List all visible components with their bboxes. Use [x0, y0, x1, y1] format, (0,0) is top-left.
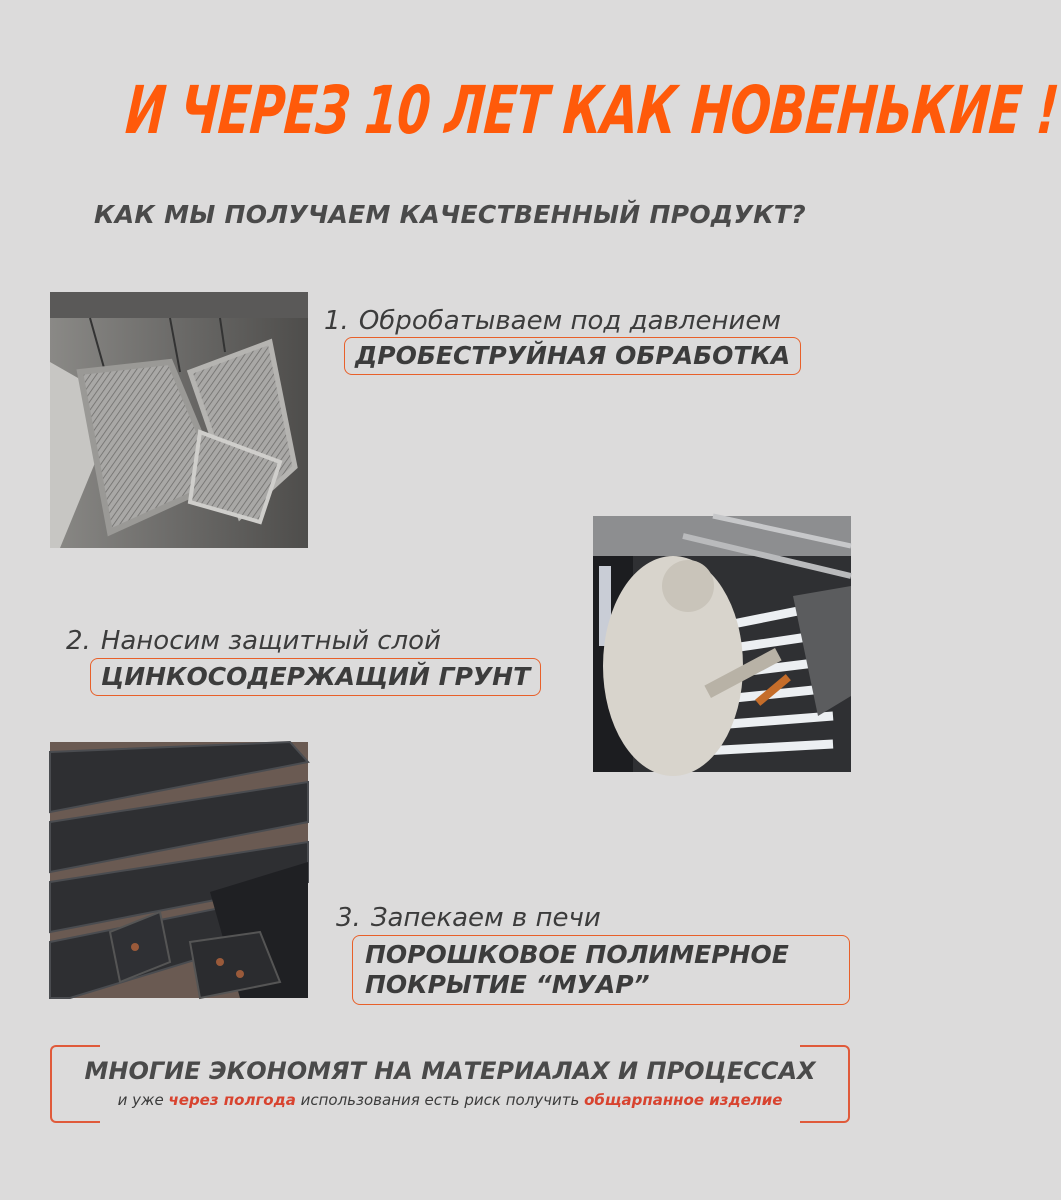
step-1-label: Обробатываем под давлением — [358, 306, 781, 336]
step-3-description — [336, 903, 601, 933]
warning-sub-part-2: использования есть риск получить — [295, 1091, 585, 1109]
step-2-description — [66, 626, 441, 656]
warning-subtext — [50, 1091, 850, 1109]
step-1-number: 1. — [324, 306, 349, 336]
warning-sub-highlight-1: через полгода — [168, 1091, 296, 1109]
step-3-highlight — [352, 935, 850, 1005]
step-3-number: 3. — [336, 903, 361, 933]
headline: И ЧЕРЕЗ 10 ЛЕТ КАК НОВЕНЬКИЕ ! — [123, 72, 1061, 149]
step-1-highlight: ДРОБЕСТРУЙНАЯ ОБРАБОТКА — [344, 337, 801, 375]
sandblasting-photo — [50, 292, 308, 548]
step-3-highlight-line-2: ПОКРЫТИЕ “МУАР” — [365, 970, 650, 999]
step-2-highlight: ЦИНКОСОДЕРЖАЩИЙ ГРУНТ — [90, 658, 541, 696]
step-1-description — [324, 306, 781, 336]
subheadline: КАК МЫ ПОЛУЧАЕМ КАЧЕСТВЕННЫЙ ПРОДУКТ? — [94, 200, 806, 229]
warning-title: МНОГИЕ ЭКОНОМЯТ НА МАТЕРИАЛАХ И ПРОЦЕССАХ — [84, 1057, 816, 1085]
warning-box — [50, 1045, 850, 1121]
step-2-number: 2. — [66, 626, 91, 656]
powder-coating-photo — [50, 742, 308, 998]
primer-coating-photo — [593, 516, 851, 772]
warning-sub-part-1: и уже — [117, 1091, 169, 1109]
warning-sub-highlight-2: общарпанное изделие — [584, 1091, 783, 1109]
step-3-label: Запекаем в печи — [370, 903, 601, 933]
step-2-label: Наносим защитный слой — [100, 626, 441, 656]
step-3-highlight-line-1: ПОРОШКОВОЕ ПОЛИМЕРНОЕ — [365, 940, 789, 969]
